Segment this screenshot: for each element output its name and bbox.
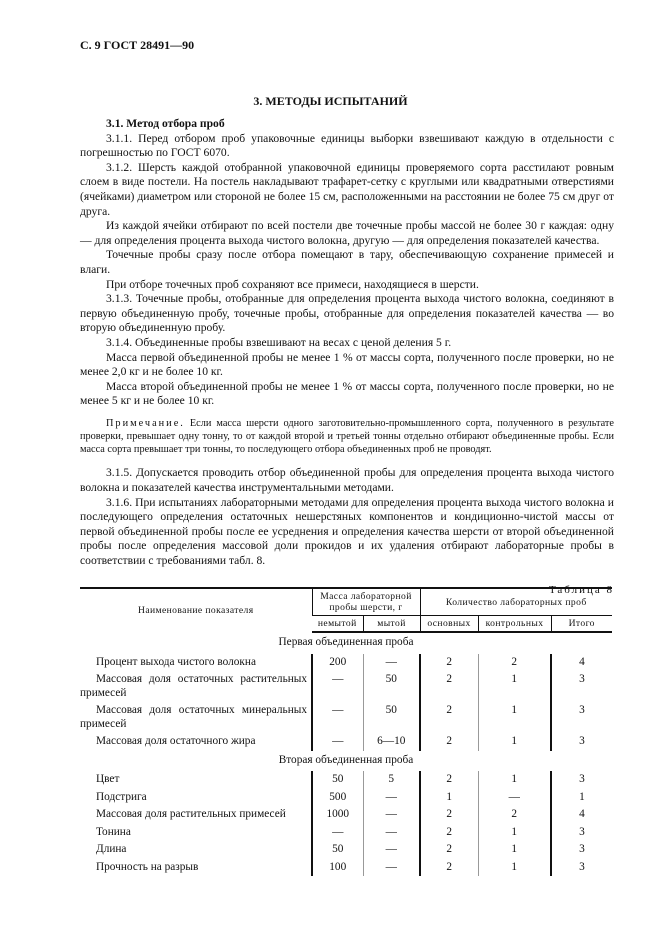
col-main: основных <box>420 616 478 633</box>
table-8 <box>80 587 612 876</box>
note <box>80 417 614 457</box>
table-row <box>80 654 612 672</box>
table-row <box>80 859 612 877</box>
count-total: 4 <box>551 806 612 824</box>
count-main: 2 <box>420 654 478 672</box>
col-control: контрольных <box>478 616 551 633</box>
table-row <box>80 806 612 824</box>
table-caption: Таблица 8 <box>548 583 614 596</box>
paragraph: Из каждой ячейки отбирают по всей постели две точечные пробы массой не более 30 г каждая: одну — для определения процента выхода чистого волокна, другую — для определения показателей качества. <box>80 219 614 247</box>
mass-unwashed: 100 <box>312 859 363 877</box>
count-control: 1 <box>478 702 551 733</box>
section-row: Первая объединенная проба <box>278 636 414 648</box>
indicator-name: Массовая доля остаточных растительных примесей <box>80 673 307 699</box>
count-control: 2 <box>478 806 551 824</box>
count-control: 1 <box>478 824 551 842</box>
col-name: Наименование показателя <box>80 588 312 632</box>
indicator-name: Подстрига <box>96 790 147 803</box>
count-total: 1 <box>551 789 612 807</box>
count-total: 3 <box>551 702 612 733</box>
mass-washed: 6—10 <box>363 733 420 751</box>
count-main: 2 <box>420 702 478 733</box>
count-control: 1 <box>478 859 551 877</box>
count-main: 2 <box>420 824 478 842</box>
count-main: 1 <box>420 789 478 807</box>
count-total: 3 <box>551 841 612 859</box>
paragraph: При отборе точечных проб сохраняют все примеси, находящиеся в шерсти. <box>106 277 479 291</box>
count-total: 3 <box>551 859 612 877</box>
count-total: 3 <box>551 771 612 789</box>
count-total: 3 <box>551 671 612 702</box>
indicator-name: Цвет <box>96 773 120 785</box>
mass-unwashed: 50 <box>312 771 363 789</box>
count-total: 3 <box>551 824 612 842</box>
count-main: 2 <box>420 671 478 702</box>
section-row: Вторая объединенная проба <box>278 753 414 766</box>
body-text <box>80 117 614 597</box>
mass-washed: 50 <box>363 702 420 733</box>
count-main: 2 <box>420 859 478 877</box>
note-text: Если масса шерсти одного заготовительно-промышленного сорта, полученного в результате проверки, превышает одну тонну, то от каждой второй и третьей тонны отдельно отбирают объединенные пробы. Если масса сорта превышает три тонны, то последующего отбора объединенных проб не проводят. <box>80 417 614 456</box>
paragraph: 3.1.5. Допускается проводить отбор объединенной пробы для определения процента выхода чистого волокна и показателей качества инструментальными методами. <box>80 466 614 495</box>
col-count: Количество лабораторных проб <box>420 588 612 616</box>
mass-washed: 5 <box>363 771 420 789</box>
mass-unwashed: 50 <box>312 841 363 859</box>
paragraph: Точечные пробы сразу после отбора помещают в тару, обеспечивающую сохранение примесей и влаги. <box>80 248 614 276</box>
table-row <box>80 702 612 733</box>
indicator-name: Массовая доля остаточных минеральных примесей <box>80 704 307 730</box>
col-washed: мытой <box>363 616 420 633</box>
paragraph: Масса второй объединенной пробы не менее 1 % от массы сорта, полученного после проверки, но не менее 5 кг и не более 10 кг. <box>80 379 614 408</box>
paragraph: 3.1.4. Объединенные пробы взвешивают на весах с ценой деления 5 г. <box>106 335 452 349</box>
count-control: 1 <box>478 733 551 751</box>
mass-washed: — <box>363 824 420 842</box>
indicator-name: Тонина <box>96 825 131 838</box>
paragraph: Масса первой объединенной пробы не менее 1 % от массы сорта, полученного после проверки, но не менее 2,0 кг и не более 10 кг. <box>80 350 614 379</box>
paragraph: 3.1.3. Точечные пробы, отобранные для определения процента выхода чистого волокна, соединяют в первую объединенную пробу, точечные пробы, отобранные для определения показателей качества — во вторую объединенную пробу. <box>80 292 614 335</box>
count-control: 1 <box>478 841 551 859</box>
mass-unwashed: — <box>312 702 363 733</box>
mass-washed: — <box>363 654 420 672</box>
table-row <box>80 771 612 789</box>
mass-unwashed: 200 <box>312 654 363 672</box>
indicator-name: Процент выхода чистого волокна <box>96 655 256 668</box>
table-row <box>80 841 612 859</box>
table-row <box>80 789 612 807</box>
mass-unwashed: 1000 <box>312 806 363 824</box>
paragraph: 3.1.6. При испытаниях лабораторными методами для определения процента выхода чистого волокна и последующего определения остаточных нешерстяных компонентов и кондиционно-чистой массы от первой объединенной пробы после ее усреднения и определения качества шерсти от второй объединенной пробы после определения массовой доли прокидов и их удаления отбирают лабораторные пробы в соответствии с требованиями табл. 8. <box>80 495 614 568</box>
mass-washed: 50 <box>363 671 420 702</box>
count-main: 2 <box>420 806 478 824</box>
indicator-name: Массовая доля растительных примесей <box>96 808 286 820</box>
mass-washed: — <box>363 806 420 824</box>
count-main: 2 <box>420 771 478 789</box>
mass-unwashed: — <box>312 733 363 751</box>
mass-unwashed: — <box>312 824 363 842</box>
mass-unwashed: — <box>312 671 363 702</box>
mass-washed: — <box>363 859 420 877</box>
col-unwashed: немытой <box>312 616 363 633</box>
count-main: 2 <box>420 841 478 859</box>
count-control: 2 <box>478 654 551 672</box>
col-total: Итого <box>551 616 612 633</box>
paragraph: 3.1.1. Перед отбором проб упаковочные единицы выборки взвешивают каждую в отдельности с погрешностью по ГОСТ 6070. <box>80 131 614 160</box>
section-title: 3. МЕТОДЫ ИСПЫТАНИЙ <box>253 94 408 108</box>
note-label: Примечание. <box>106 417 185 429</box>
paragraph: 3.1.2. Шерсть каждой отобранной упаковочной единицы проверяемого сорта расстилают ровным слоем в виде постели. На постель накладывают трафарет-сетку с круглыми или квадратными отверстиями (ячейками) диаметром или стороной не более 15 см, расположенными на расстоянии не более 75 см друг от друга. <box>80 160 614 218</box>
page-header: С. 9 ГОСТ 28491—90 <box>80 38 195 52</box>
indicator-name: Длина <box>96 843 127 855</box>
mass-washed: — <box>363 789 420 807</box>
table-row <box>80 733 612 751</box>
indicator-name: Прочность на разрыв <box>96 860 199 873</box>
count-control: 1 <box>478 771 551 789</box>
mass-unwashed: 500 <box>312 789 363 807</box>
subsection-heading: 3.1. Метод отбора проб <box>106 117 225 130</box>
table-row <box>80 671 612 702</box>
indicator-name: Массовая доля остаточного жира <box>96 735 256 747</box>
count-total: 4 <box>551 654 612 672</box>
count-main: 2 <box>420 733 478 751</box>
count-control: 1 <box>478 671 551 702</box>
mass-washed: — <box>363 841 420 859</box>
col-mass: Масса лабораторной пробы шерсти, г <box>312 588 420 616</box>
count-control: — <box>478 789 551 807</box>
table-row <box>80 824 612 842</box>
count-total: 3 <box>551 733 612 751</box>
